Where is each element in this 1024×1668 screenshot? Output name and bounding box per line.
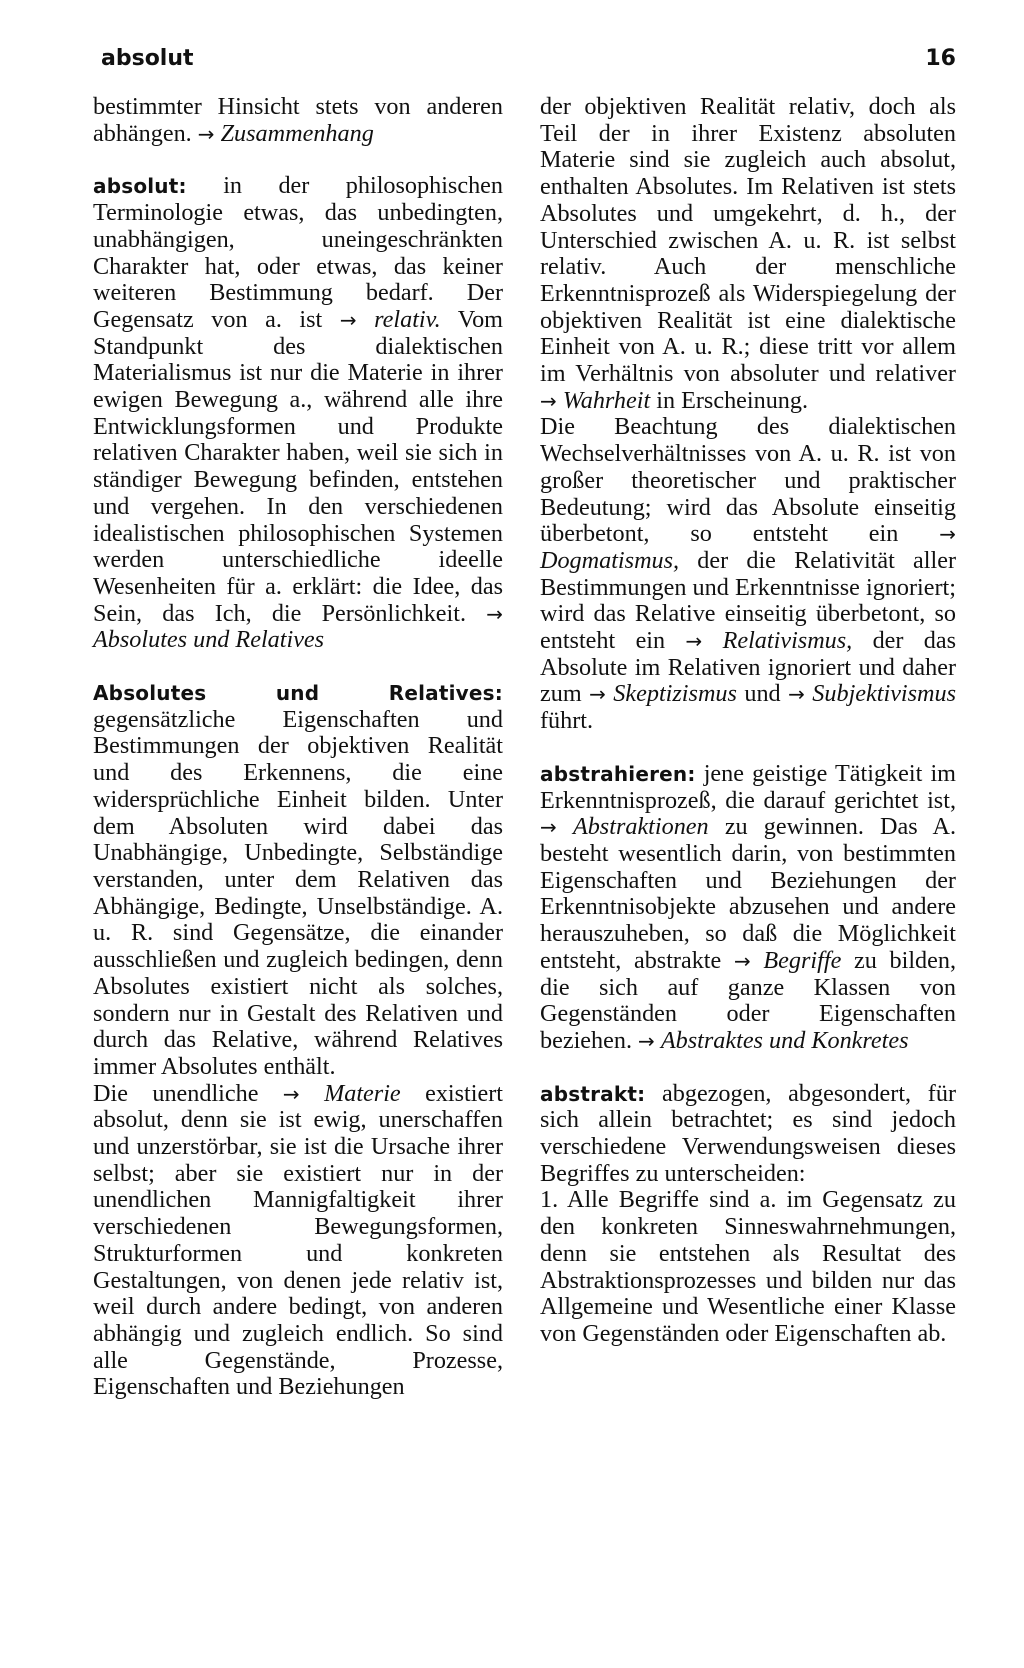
left-column <box>93 94 503 1401</box>
entry-abstrakt: abstrakt: abgezogen, abgesondert, für sich allein betrachtet; es sind jedoch verschiedene Verwendungsweisen dieses Begriffes zu unterscheiden: <box>540 1079 957 1187</box>
cross-reference: Zusammenhang <box>220 119 374 147</box>
cross-reference: Begriffe <box>763 946 842 974</box>
cross-reference-arrow-icon: → <box>540 388 557 413</box>
entry-paragraph: Die unendliche → Materie existiert absolut, denn sie ist ewig, unerschaffen und unzerstörbar, sie ist die Ursache ihrer selbst; aber sie existiert nur in der unendlichen Mannigfaltigkeit ihrer verschiedenen Bewegungsformen, Strukturformen und konkreten Gestaltungen, von denen jede relativ ist, weil durch andere bedingt, von anderen abhängig und zugleich endlich. So sind alle Gegenstände, Prozesse, Eigenschaften und Beziehungen <box>93 1079 503 1401</box>
cross-reference-arrow-icon: → <box>939 522 956 547</box>
cross-reference: Abstraktionen <box>572 813 709 841</box>
entry-term: abstrahieren: <box>540 761 696 786</box>
cross-reference: Subjektivismus <box>812 680 957 708</box>
cross-reference: Materie <box>324 1079 401 1107</box>
entry-paragraph: der objektiven Realität relativ, doch als Teil der in ihrer Existenz absoluten Materie sind sie zugleich auch absolut, enthalten Absolutes. Im Relativen ist stets Absolutes und umgekehrt, d. h., der Unterschied zwischen A. u. R. ist selbst relativ. Auch der menschliche Erkenntnisprozeß als Widerspiegelung der objektiven Realität ist eine dialektische Einheit von A. u. R.; diese tritt vor allem im Verhältnis von absoluter und relativer → Wahrheit in Erscheinung. <box>540 93 956 414</box>
cross-reference-arrow-icon: → <box>589 682 606 707</box>
entry-paragraph: 1. Alle Begriffe sind a. im Gegensatz zu den konkreten Sinneswahrnehmungen, denn sie entstehen als Resultat des Abstraktionsprozesses und bilden nur das Allgemeine und Wesentliche einer Klasse von Gegenständen oder Eigenschaften ab. <box>540 1186 956 1347</box>
entry-term: absolut: <box>93 174 187 199</box>
entry-paragraph: Die Beachtung des dialektischen Wechselverhältnisses von A. u. R. ist von großer theoretischer und praktischer Bedeutung; wird das Absolute einseitig überbetont, so entsteht ein → Dogmatismus, der die Relativität aller Bestimmungen und Erkenntnisse ignoriert; wird das Relative einseitig überbetont, so entsteht ein → Relativismus, der das Absolute im Relativen ignoriert und daher zum → Skeptizismus und → Subjektivismus führt. <box>540 413 957 735</box>
cross-reference-arrow-icon: → <box>486 601 504 626</box>
cross-reference-arrow-icon: → <box>540 815 557 840</box>
right-column <box>540 94 956 1348</box>
cross-reference: Skeptizismus <box>613 680 737 708</box>
cross-reference-arrow-icon: → <box>339 307 357 332</box>
continued-entry: bestimmter Hinsicht stets von anderen abhängen. → Zusammenhang <box>93 93 503 147</box>
entry-term: abstrakt: <box>540 1081 646 1106</box>
entry-absolut: absolut: in der philosophischen Terminologie etwas, das unbedingten, unabhängigen, uneingeschränkten Charakter hat, oder etwas, das keiner weiteren Bestimmung bedarf. Der Gegensatz von a. ist → relativ. Vom Standpunkt des dialektischen Materialismus ist nur die Materie in ihrer ewigen Bewegung a., während alle ihre Entwicklungsformen und Produkte relativen Charakter haben, weil sie sich in ständiger Bewegung befinden, entstehen und vergehen. In den verschiedenen idealistischen philosophischen Systemen werden unterschiedliche ideelle Wesenheiten für a. erklärt: die Idee, das Sein, das Ich, die Persönlichkeit. → Absolutes und Relatives <box>93 172 504 654</box>
page-number: 16 <box>925 46 956 71</box>
entry-absolutes-und-relatives: Absolutes und Relatives: gegensätzliche Eigenschaften und Bestimmungen der objektiven Realität und des Erkennens, die eine widersprüchliche Einheit bilden. Unter dem Absoluten wird dabei das Unabhängige, Unbedingte, Selbständige verstanden, unter dem Relativen das Abhängige, Bedingte, Unselbständige. A. u. R. sind Gegensätze, die einander ausschließen und zugleich bedingen, denn Absolutes existiert nicht als solches, sondern nur in Gestalt des Relativen und durch das Relative, während Relatives immer Absolutes enthält. <box>93 681 503 1080</box>
cross-reference-arrow-icon: → <box>733 948 751 973</box>
cross-reference: Relativismus, <box>722 627 853 655</box>
cross-reference-arrow-icon: → <box>685 629 703 654</box>
cross-reference: Abstraktes und Konkretes <box>660 1026 909 1054</box>
running-headword: absolut <box>101 46 194 71</box>
cross-reference: relativ. <box>374 305 441 333</box>
cross-reference: Absolutes und Relatives <box>93 626 325 654</box>
cross-reference-arrow-icon: → <box>282 1081 300 1106</box>
cross-reference-arrow-icon: → <box>638 1028 655 1053</box>
cross-reference-arrow-icon: → <box>197 121 215 146</box>
cross-reference: Dogmatismus, <box>540 546 680 574</box>
entry-abstrahieren: abstrahieren: jene geistige Tätigkeit im Erkenntnisprozeß, die darauf gerichtet ist, → Abstraktionen zu gewinnen. Das A. besteht wesentlich darin, von bestimmten Eigenschaften und Beziehungen der Erkenntnisobjekte abzusehen und andere herauszuheben, so daß die Möglichkeit entsteht, abstrakte → Begriffe zu bilden, die sich auf ganze Klassen von Gegenständen oder Eigenschaften beziehen. → Abstraktes und Konkretes <box>540 759 957 1054</box>
cross-reference-arrow-icon: → <box>788 682 805 707</box>
cross-reference: Wahrheit <box>562 386 651 414</box>
entry-term: Absolutes und Relatives: <box>93 681 503 706</box>
running-head <box>101 46 956 76</box>
